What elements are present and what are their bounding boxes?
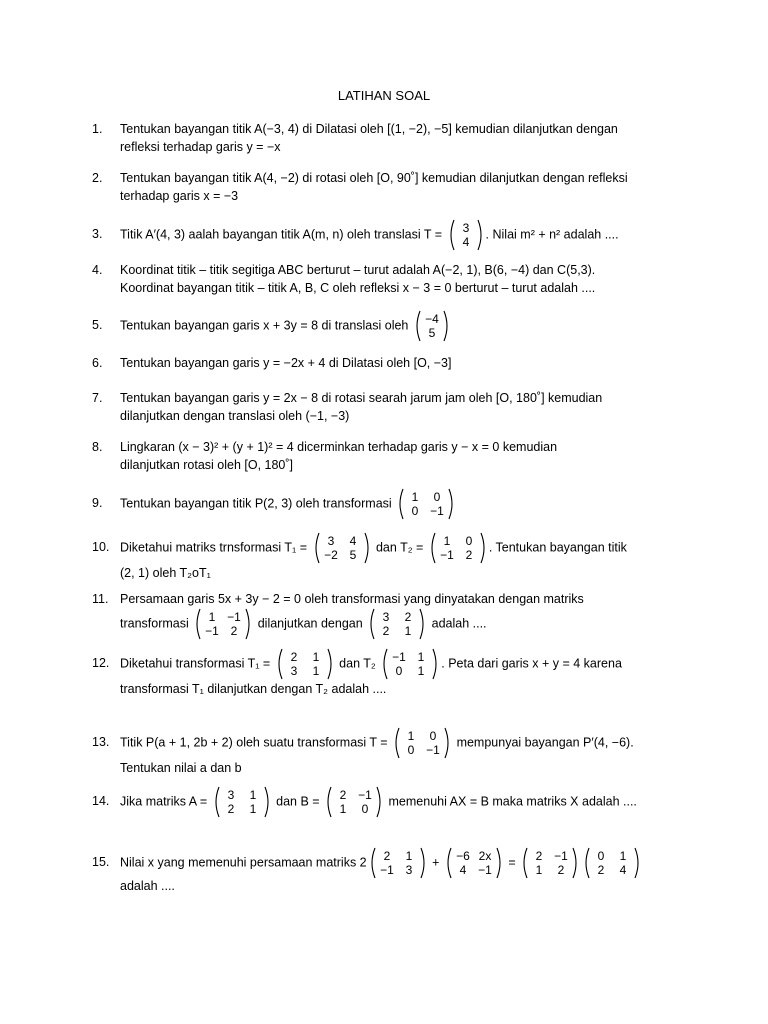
matrix-svg [368,608,426,640]
matrix-entry: 1 [417,664,425,678]
matrix-entry: 2 [557,863,565,877]
matrix-entry: 0 [465,534,473,548]
matrix-entry: 0 [361,802,369,816]
matrix-svg [194,608,252,640]
question-number: 15. [92,855,110,869]
right-paren [328,649,331,679]
question-number: 6. [92,356,103,370]
right-paren [421,848,424,878]
question-text-line: Tentukan bayangan titik A(4, −2) di rotasi oleh [O, 90˚] kemudian dilanjutkan dengan refleksi [120,171,628,185]
question-4 [92,261,692,297]
question-number: 13. [92,735,110,749]
right-paren [420,609,423,639]
question-14 [92,788,692,816]
left-paren [417,311,420,341]
question-text-line: Koordinat bayangan titik – titik A, B, C oleh refleksi x − 3 = 0 berturut – turut adalah .... [120,281,596,295]
question-6 [92,354,692,372]
matrix [381,648,439,680]
question-number: 3. [92,227,103,241]
question-number: 5. [92,318,103,332]
right-paren [449,489,452,519]
question-text: Tentukan bayangan titik P(2, 3) oleh transformasi [120,496,396,511]
matrix-entry: 2 [597,863,605,877]
matrix-svg [445,847,503,879]
question-number: 4. [92,263,103,277]
matrix-entry: −1 [379,863,394,877]
matrix-entry: −1 [430,504,444,518]
matrix-entry: 1 [535,863,543,877]
matrix [583,847,641,879]
matrix-entry: 2 [404,610,412,624]
question-text-line: Koordinat titik – titik segitiga ABC berturut – turut adalah A(−2, 1), B(6, −4) dan C(5,3). [120,263,596,277]
matrix-entry: 2 [535,849,543,863]
matrix-entry: 3 [405,863,412,877]
matrix-entry: 2x [478,849,492,863]
matrix-entry: −1 [392,650,407,664]
question-number: 8. [92,440,103,454]
question-10 [92,534,692,582]
matrix-entry: 3 [290,664,298,678]
matrix-svg [369,847,427,879]
matrix-entry: 2 [230,624,238,638]
matrix-entry: 1 [619,849,627,863]
question-number: 1. [92,122,103,136]
matrix-svg [414,310,450,342]
matrix-entry: 2 [465,548,473,562]
question-text: Nilai x yang memenuhi persamaan matriks 2 [120,855,367,870]
matrix [397,488,455,520]
matrix-entry: 2 [290,650,298,664]
question-15 [92,849,692,895]
question-text-line: Lingkaran (x − 3)² + (y + 1)² = 4 dicerminkan terhadap garis y − x = 0 kemudian [120,440,558,454]
matrix [445,847,503,879]
right-paren [478,220,481,250]
matrix-svg [381,648,439,680]
matrix-entry: 3 [462,221,469,235]
matrix [448,219,484,251]
left-paren [586,848,589,878]
matrix [213,786,271,818]
left-paren [372,848,375,878]
matrix-entry: 1 [443,534,451,548]
matrix [369,847,427,879]
right-paren [433,649,436,679]
matrix [368,608,426,640]
matrix-entry: 1 [411,490,419,504]
right-paren [573,848,576,878]
question-text-line: terhadap garis x = −3 [120,189,239,203]
question-text: Titik A′(4, 3) aalah bayangan titik A(m, n) oleh translasi T = [120,227,446,242]
matrix-entry: 1 [417,650,425,664]
question-text-line: transformasi T₁ dilanjutkan dengan T₂ adalah .... [120,682,387,696]
question-text: + [428,855,443,870]
matrix-entry: −6 [456,849,470,863]
matrix-svg [393,727,451,759]
right-paren [444,311,447,341]
matrix-entry: −4 [425,312,439,326]
matrix-entry: −1 [358,788,372,802]
matrix-entry: 0 [411,504,419,518]
matrix-entry: 1 [405,849,412,863]
question-text: Jika matriks A = [120,794,211,809]
question-number: 9. [92,496,103,510]
matrix-svg [448,219,484,251]
matrix-entry: 0 [597,849,605,863]
right-paren [377,787,380,817]
question-text-line: (2, 1) oleh T₂oT₁ [120,566,211,580]
question-text: Diketahui transformasi T₁ = [120,656,274,671]
matrix-svg [325,786,383,818]
question-text-line: Tentukan bayangan garis y = 2x − 8 di rotasi searah jarum jam oleh [O, 180˚] kemudian [120,391,603,405]
question-text: . Nilai m² + n² adalah .... [485,227,619,242]
question-text: dan T₂ [335,656,380,671]
matrix [313,532,371,564]
question-text-line: refleksi terhadap garis y = −x [120,140,281,154]
right-paren [246,609,249,639]
matrix-svg [429,532,487,564]
question-2 [92,169,692,205]
matrix-entry: −1 [205,624,220,638]
question-text: . Tentukan bayangan titik [488,540,627,555]
question-text-line: Tentukan nilai a dan b [120,761,242,775]
matrix-entry: 2 [383,849,390,863]
matrix-entry: 3 [382,610,390,624]
question-number: 2. [92,171,103,185]
left-paren [396,728,399,758]
question-13 [92,729,692,777]
matrix [521,847,579,879]
right-paren [635,848,638,878]
left-paren [279,649,282,679]
right-paren [265,787,268,817]
matrix-entry: 4 [619,863,627,877]
matrix-entry: 1 [407,729,415,743]
matrix-entry: 4 [349,534,356,548]
left-paren [371,609,374,639]
question-text: dan T₂ = [372,540,427,555]
question-text: Tentukan bayangan garis x + 3y = 8 di translasi oleh [120,318,412,333]
left-paren [432,533,435,563]
left-paren [451,220,454,250]
question-text: = [504,855,520,870]
question-text: Diketahui matriks trnsformasi T₁ = [120,540,311,555]
matrix-entry: −2 [323,548,338,562]
matrix-entry: −1 [478,863,492,877]
matrix-entry: 4 [459,863,467,877]
matrix-entry: 0 [395,664,403,678]
right-paren [365,533,368,563]
question-number: 12. [92,656,110,670]
matrix [429,532,487,564]
question-text-line: Persamaan garis 5x + 3y − 2 = 0 oleh transformasi yang dinyatakan dengan matriks [120,592,584,606]
right-paren [445,728,448,758]
matrix-entry: 1 [208,610,216,624]
question-text-line: adalah .... [120,879,175,893]
page-title: LATIHAN SOAL [337,88,431,103]
matrix-entry: 2 [227,802,234,816]
matrix [325,786,383,818]
question-text: dilanjutkan dengan [254,616,367,631]
matrix-entry: −1 [554,849,568,863]
question-text-line: Tentukan bayangan titik A(−3, 4) di Dilatasi oleh [(1, −2), −5] kemudian dilanjutkan dengan [120,122,618,136]
left-paren [216,787,219,817]
question-text: mempunyai bayangan P′(4, −6). [453,735,634,750]
left-paren [384,649,387,679]
matrix-entry: 2 [339,788,347,802]
matrix-entry: 0 [433,490,441,504]
question-text-line: dilanjutkan dengan translasi oleh (−1, −3) [120,409,350,423]
left-paren [197,609,200,639]
matrix [194,608,252,640]
left-paren [448,848,451,878]
left-paren [328,787,331,817]
question-text-line: Tentukan bayangan garis y = −2x + 4 di Dilatasi oleh [O, −3] [120,356,452,370]
matrix-entry: 4 [462,235,469,249]
matrix-entry: 0 [429,729,437,743]
matrix-entry: 1 [312,650,320,664]
question-number: 11. [92,592,109,606]
question-5 [92,312,692,340]
question-7 [92,389,692,425]
left-paren [316,533,319,563]
matrix-entry: 1 [404,624,412,638]
matrix-entry: 1 [339,802,347,816]
matrix-svg [583,847,641,879]
matrix-svg [521,847,579,879]
matrix-entry: −1 [426,743,440,757]
matrix-entry: 5 [428,326,436,340]
matrix-entry: −1 [227,610,242,624]
matrix [414,310,450,342]
question-text: Titik P(a + 1, 2b + 2) oleh suatu transformasi T = [120,735,392,750]
matrix-entry: 5 [349,548,356,562]
question-11 [92,590,692,638]
question-number: 10. [92,540,110,554]
matrix-svg [213,786,271,818]
question-text: . Peta dari garis x + y = 4 karena [441,656,622,671]
question-8 [92,438,692,474]
matrix [276,648,334,680]
question-12 [92,650,692,698]
matrix-entry: 0 [407,743,415,757]
question-text: dan B = [272,794,324,809]
question-text: adalah .... [428,616,487,631]
question-3 [92,221,692,249]
right-paren [497,848,500,878]
matrix-entry: 3 [327,534,334,548]
right-paren [481,533,484,563]
matrix-svg [313,532,371,564]
matrix-entry: 3 [227,788,234,802]
question-1 [92,120,692,156]
matrix-svg [276,648,334,680]
left-paren [524,848,527,878]
question-text: memenuhi AX = B maka matriks X adalah .... [385,794,637,809]
question-9 [92,490,692,518]
matrix-entry: 1 [249,788,256,802]
question-number: 7. [92,391,103,405]
matrix-entry: 1 [312,664,320,678]
matrix-svg [397,488,455,520]
matrix-entry: 2 [382,624,390,638]
question-text-line: dilanjutkan rotasi oleh [O, 180˚] [120,458,294,472]
question-number: 14. [92,794,110,808]
matrix-entry: 1 [249,802,256,816]
matrix-entry: −1 [439,548,454,562]
left-paren [400,489,403,519]
question-text: transformasi [120,616,193,631]
matrix [393,727,451,759]
